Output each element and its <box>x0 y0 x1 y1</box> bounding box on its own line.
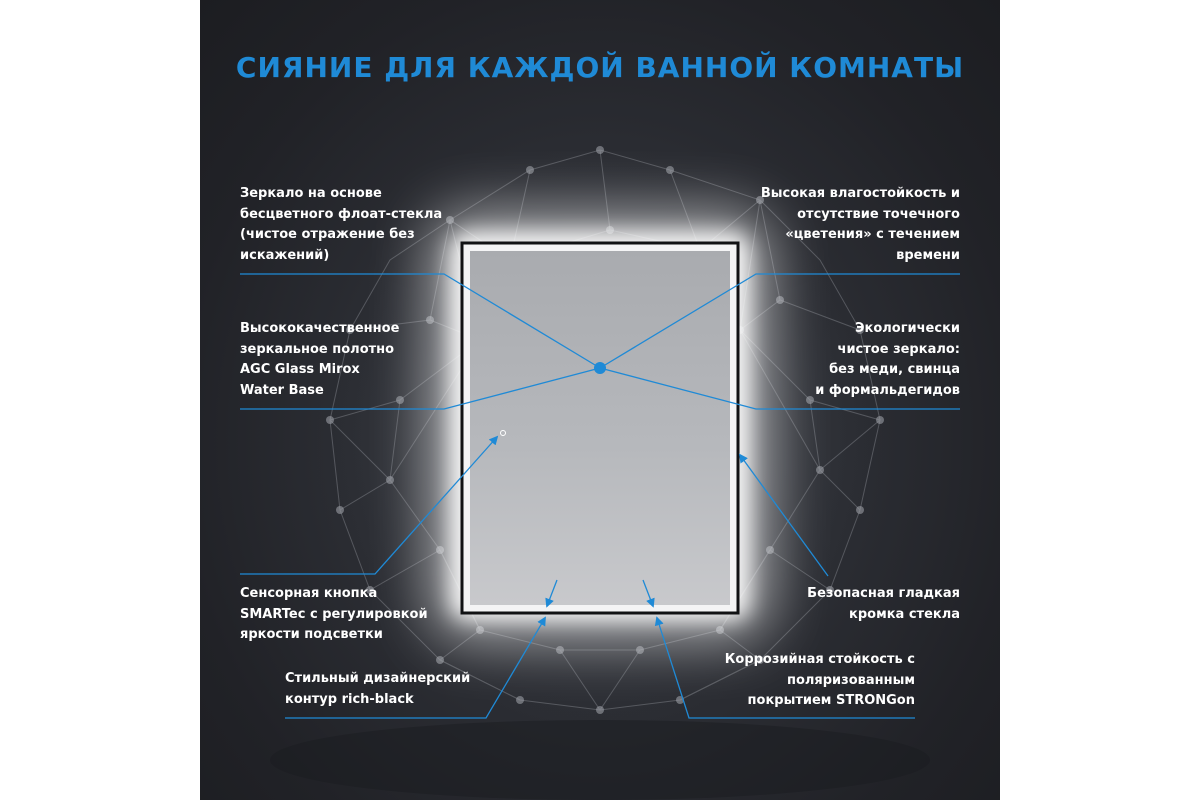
feature-line: времени <box>896 247 960 263</box>
feature-line: поляризованным <box>786 672 915 688</box>
feature-line: отсутствие точечного <box>797 206 960 222</box>
floor-shadow <box>270 720 930 800</box>
feature-line: Стильный дизайнерский <box>285 671 471 686</box>
feature-line: Water Base <box>240 382 324 398</box>
feature-line: AGC Glass Mirox <box>240 362 360 377</box>
mirror-surface <box>470 251 730 605</box>
feature-line: Экологически <box>854 321 960 336</box>
feature-line: Безопасная гладкая <box>807 586 960 601</box>
feature-touch-button <box>240 584 428 646</box>
feature-agc-glass <box>240 319 399 401</box>
feature-contour <box>285 669 470 710</box>
page-title: СИЯНИЕ ДЛЯ КАЖДОЙ ВАННОЙ КОМНАТЫ <box>235 51 965 84</box>
feature-line: (чистое отражение без <box>240 227 415 242</box>
feature-line: зеркальное полотно <box>240 341 395 357</box>
feature-moisture <box>761 184 960 266</box>
feature-edge <box>807 584 960 625</box>
feature-line: кромка стекла <box>849 606 960 622</box>
infographic-canvas <box>200 0 1000 800</box>
feature-line: Высококачественное <box>240 321 400 336</box>
feature-float-glass <box>240 184 442 266</box>
feature-line: Зеркало на основе <box>240 186 382 201</box>
feature-line: и формальдегидов <box>815 382 960 398</box>
feature-line: чистое зеркало: <box>837 341 960 357</box>
feature-line: SMARTec с регулировкой <box>240 606 428 622</box>
feature-eco <box>815 319 960 401</box>
feature-line: без меди, свинца <box>829 362 960 377</box>
feature-line: контур rich-black <box>285 691 414 707</box>
feature-line: Высокая влагостойкость и <box>760 186 960 201</box>
feature-line: «цветения» с течением <box>785 227 960 242</box>
feature-corrosion <box>725 650 915 712</box>
center-point <box>594 362 606 374</box>
feature-line: бесцветного флоат-стекла <box>240 206 443 222</box>
feature-line: яркости подсветки <box>240 627 383 642</box>
feature-line: Коррозийная стойкость с <box>724 652 915 667</box>
feature-line: покрытием STRONGon <box>747 693 915 708</box>
feature-line: искажений) <box>240 247 330 263</box>
feature-line: Сенсорная кнопка <box>240 586 378 601</box>
